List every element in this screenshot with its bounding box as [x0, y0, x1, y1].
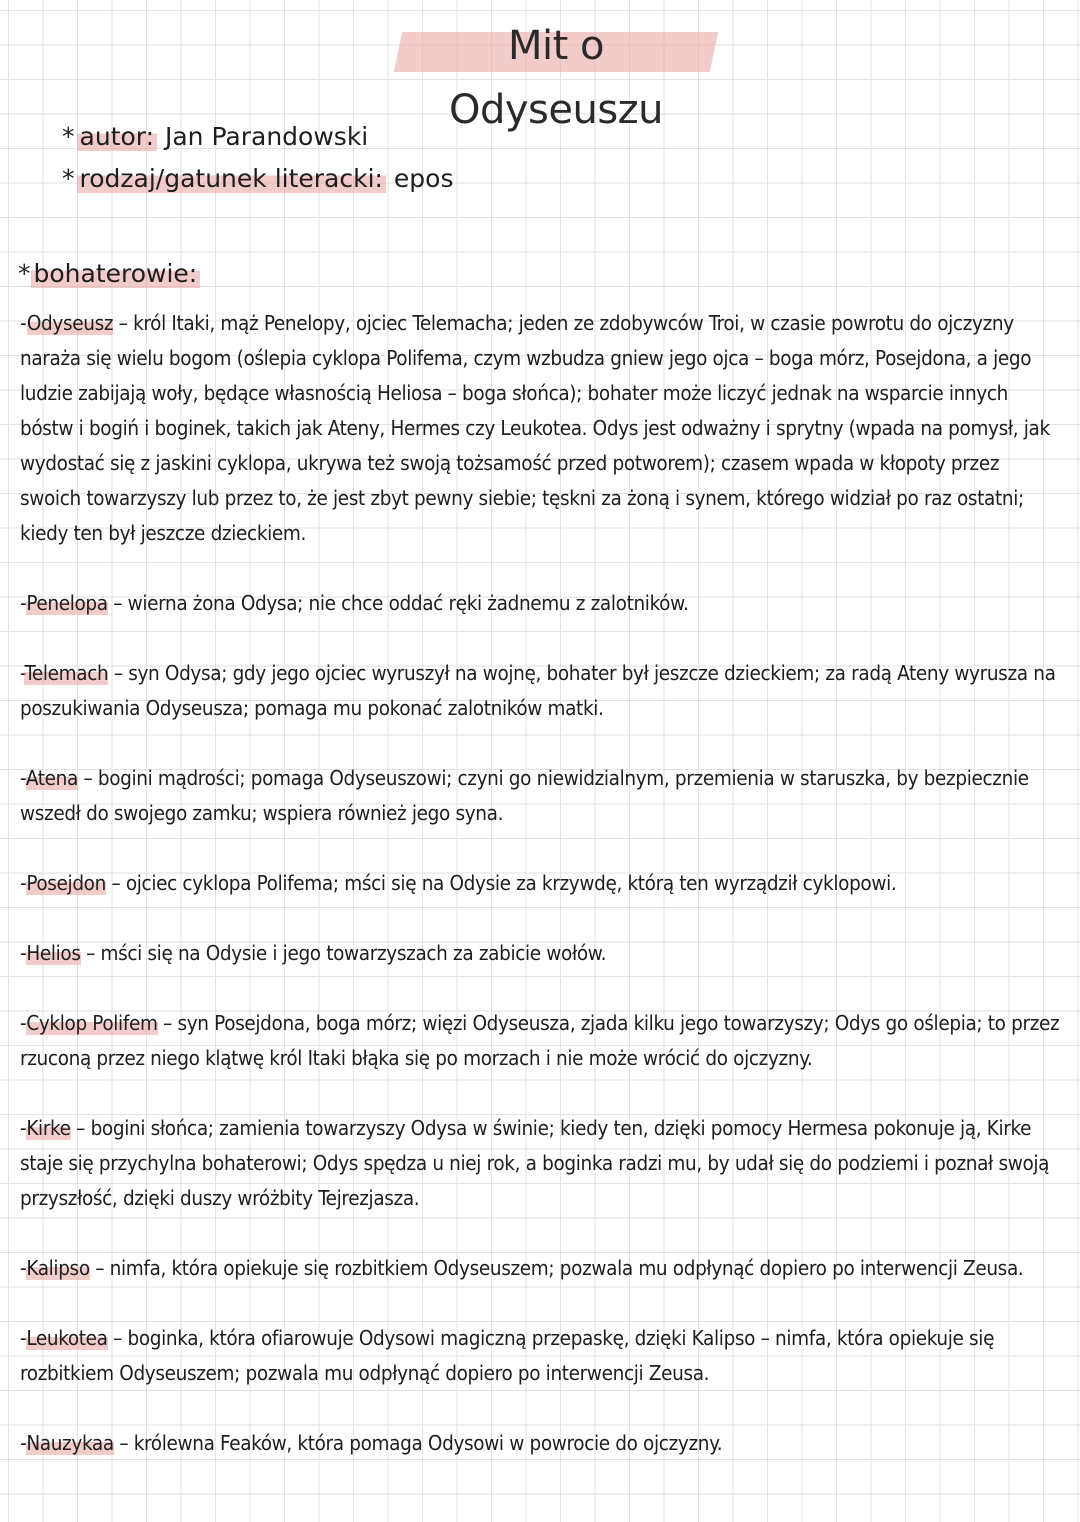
character-description: nimfa, która opiekuje się rozbitkiem Odyseuszem; pozwala mu odpłynąć dopiero po interwencji Zeusa. — [109, 1256, 1024, 1280]
character-entry: -Penelopa – wierna żona Odysa; nie chce oddać ręki żadnemu z zalotników. — [20, 591, 689, 615]
character-name: Posejdon — [26, 871, 106, 895]
character-entry: -Nauzykaa – królewna Feaków, która pomaga Odysowi w powrocie do ojczyzny. — [20, 1431, 723, 1455]
character-name: Helios — [26, 941, 81, 965]
character-entry: -Telemach – syn Odysa; gdy jego ojciec wyruszył na wojnę, bohater był jeszcze dzieckiem; za radą Ateny wyrusza na poszukiwania Odyseusza; pomaga mu pokonać zalotników matki. — [20, 661, 1056, 720]
character-name: Penelopa — [26, 591, 108, 615]
character-entry: -Helios – mści się na Odysie i jego towarzyszach za zabicie wołów. — [20, 941, 607, 965]
bullet-star-icon: * — [62, 164, 75, 193]
character-description: syn Odysa; gdy jego ojciec wyruszył na wojnę, bohater był jeszcze dzieckiem; za radą Ateny wyrusza na poszukiwania Odyseusza; pomaga mu pokonać zalotników matki. — [20, 661, 1056, 720]
character-description: syn Posejdona, boga mórz; więzi Odyseusza, zjada kilku jego towarzyszy; Odys go oślepia; to przez rzuconą przez niego klątwę król Itaki błąka się po morzach i nie może wrócić do ojczyzny. — [20, 1011, 1060, 1070]
meta-genre-value: epos — [393, 164, 454, 193]
page-title: Mit o Odyseuszu — [398, 14, 714, 78]
character-description: ojciec cyklopa Polifema; mści się na Odysie za krzywdę, którą ten wyrządził cyklopowi. — [125, 871, 897, 895]
character-entry: -Leukotea – boginka, która ofiarowuje Odysowi magiczną przepaskę, dzięki Kalipso – nimfa, która opiekuje się rozbitkiem Odyseuszem; pozwala mu odpłynąć dopiero po interwencji Zeusa. — [20, 1326, 995, 1385]
meta-genre-label: rodzaj/gatunek literacki: — [77, 164, 386, 193]
character-entry: -Kalipso – nimfa, która opiekuje się rozbitkiem Odyseuszem; pozwala mu odpłynąć dopiero po interwencji Zeusa. — [20, 1256, 1024, 1280]
character-name: Atena — [25, 766, 78, 790]
character-description: mści się na Odysie i jego towarzyszach za zabicie wołów. — [100, 941, 607, 965]
character-name: Odyseusz — [26, 311, 114, 335]
bullet-star-icon: * — [18, 259, 31, 288]
character-name: Leukotea — [26, 1326, 108, 1350]
character-description: boginka, która ofiarowuje Odysowi magiczną przepaskę, dzięki Kalipso – nimfa, która opiekuje się rozbitkiem Odyseuszem; pozwala mu odpłynąć dopiero po interwencji Zeusa. — [20, 1326, 995, 1385]
character-list — [20, 306, 1060, 1496]
character-entry: -Kirke – bogini słońca; zamienia towarzyszy Odysa w świnie; kiedy ten, dzięki pomocy Hermesa pokonuje ją, Kirke staje się przychylna bohaterowi; Odys spędza u niej rok, a boginka radzi mu, by udał się do podziemi i poznał swoją przyszłość, dzięki duszy wróżbity Tejrezjasza. — [20, 1116, 1050, 1210]
character-entry: -Cyklop Polifem – syn Posejdona, boga mórz; więzi Odyseusza, zjada kilku jego towarzyszy; Odys go oślepia; to przez rzuconą przez niego klątwę król Itaki błąka się po morzach i nie może wrócić do ojczyzny. — [20, 1011, 1060, 1070]
meta-author — [62, 120, 368, 154]
character-name: Kirke — [26, 1116, 71, 1140]
character-entry: -Atena – bogini mądrości; pomaga Odyseuszowi; czyni go niewidzialnym, przemienia w staruszka, by bezpiecznie wszedł do swojego zamku; wspiera również jego syna. — [20, 766, 1029, 825]
character-description: król Itaki, mąż Penelopy, ojciec Telemacha; jeden ze zdobywców Troi, w czasie powrotu do ojczyzny naraża się wielu bogom (oślepia cyklopa Polifema, czym wzbudza gniew jego ojca – boga mórz, Posejdona, a jego ludzie zabijają woły, będące własnością Heliosa – boga słońca); bohater może liczyć jednak na wsparcie innych bóstw i bogiń i boginek, takich jak Ateny, Hermes czy Leukotea. Odys jest odważny i sprytny (wpada na pomysł, jak wydostać się z jaskini cyklopa, ukrywa też swoją tożsamość przed potworem); czasem wpada w kłopoty przez swoich towarzyszy lub przez to, że jest zbyt pewny siebie; tęskni za żoną i synem, którego widział po raz ostatni; kiedy ten był jeszcze dzieckiem. — [20, 311, 1050, 545]
character-name: Telemach — [24, 661, 109, 685]
meta-author-value: Jan Parandowski — [164, 122, 369, 151]
meta-genre — [62, 162, 454, 196]
character-entry: -Odyseusz – król Itaki, mąż Penelopy, ojciec Telemacha; jeden ze zdobywców Troi, w czasie powrotu do ojczyzny naraża się wielu bogom (oślepia cyklopa Polifema, czym wzbudza gniew jego ojca – boga mórz, Posejdona, a jego ludzie zabijają woły, będące własnością Heliosa – boga słońca); bohater może liczyć jednak na wsparcie innych bóstw i bogiń i boginek, takich jak Ateny, Hermes czy Leukotea. Odys jest odważny i sprytny (wpada na pomysł, jak wydostać się z jaskini cyklopa, ukrywa też swoją tożsamość przed potworem); czasem wpada w kłopoty przez swoich towarzyszy lub przez to, że jest zbyt pewny siebie; tęskni za żoną i synem, którego widział po raz ostatni; kiedy ten był jeszcze dzieckiem. — [20, 311, 1050, 545]
bullet-star-icon: * — [62, 122, 75, 151]
character-name: Cyklop Polifem — [26, 1011, 158, 1035]
character-description: królewna Feaków, która pomaga Odysowi w powrocie do ojczyzny. — [133, 1431, 723, 1455]
character-name: Nauzykaa — [26, 1431, 114, 1455]
character-name: Kalipso — [26, 1256, 90, 1280]
meta-author-label: autor: — [77, 122, 158, 151]
character-entry: -Posejdon – ojciec cyklopa Polifema; mści się na Odysie za krzywdę, którą ten wyrządził cyklopowi. — [20, 871, 897, 895]
character-description: bogini słońca; zamienia towarzyszy Odysa w świnie; kiedy ten, dzięki pomocy Hermesa pokonuje ją, Kirke staje się przychylna bohaterowi; Odys spędza u niej rok, a boginka radzi mu, by udał się do podziemi i poznał swoją przyszłość, dzięki duszy wróżbity Tejrezjasza. — [20, 1116, 1050, 1210]
section-heading-text: bohaterowie: — [31, 259, 201, 288]
character-description: wierna żona Odysa; nie chce oddać ręki żadnemu z zalotników. — [127, 591, 689, 615]
section-heading — [18, 256, 200, 292]
character-description: bogini mądrości; pomaga Odyseuszowi; czyni go niewidzialnym, przemienia w staruszka, by bezpiecznie wszedł do swojego zamku; wspiera również jego syna. — [20, 766, 1029, 825]
